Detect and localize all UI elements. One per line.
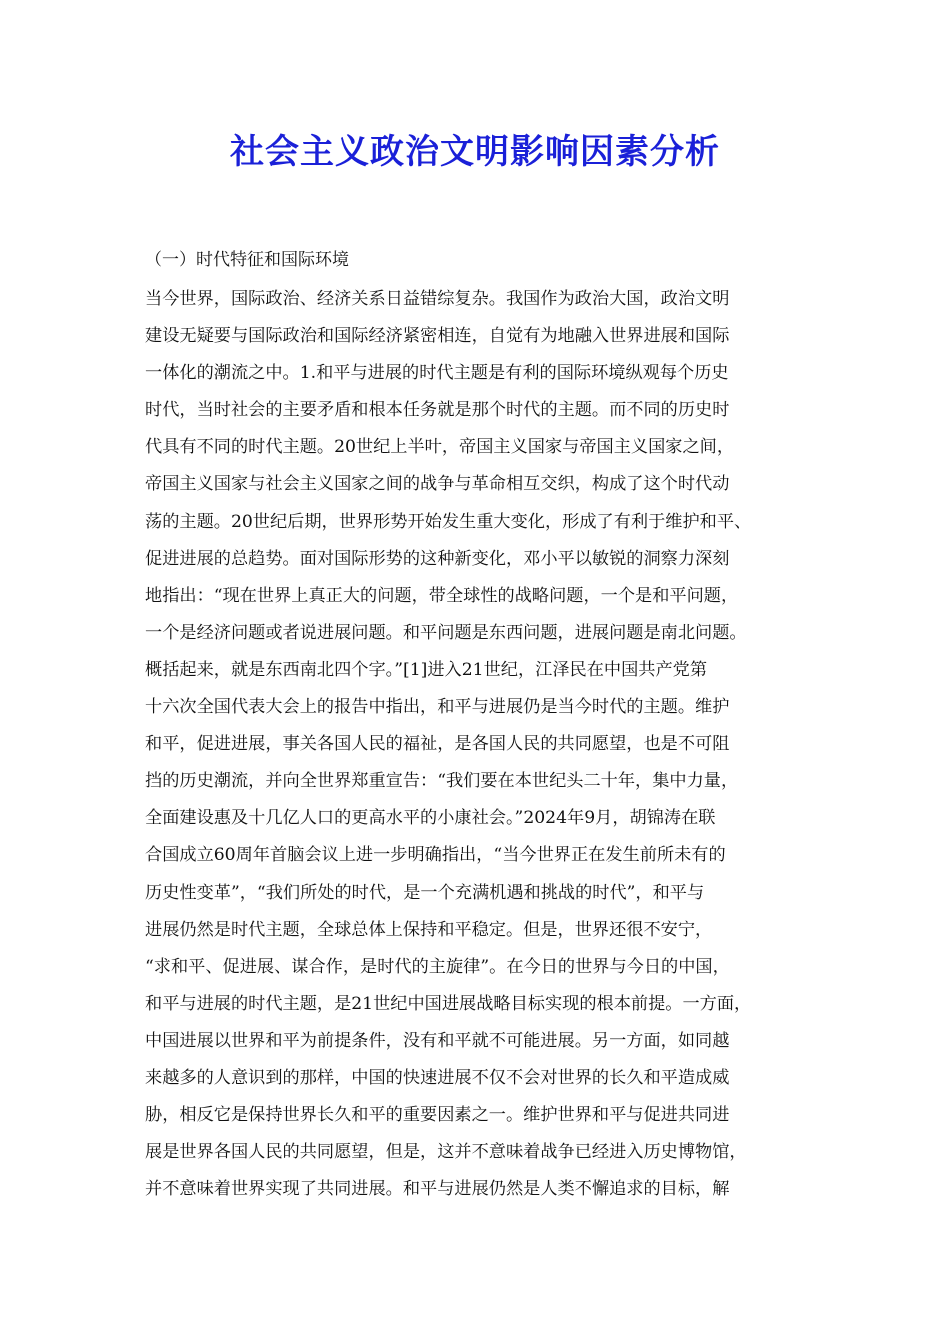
section-heading: （一）时代特征和国际环境 [145, 250, 349, 270]
body-paragraph [145, 281, 825, 1208]
text-line: 当今世界，国际政治、经济关系日益错综复杂。我国作为政治大国，政治文明 [145, 289, 730, 309]
text-line: 促进进展的总趋势。面对国际形势的这种新变化，邓小平以敏锐的洞察力深刻 [145, 548, 730, 569]
text-line: 胁，相反它是保持世界长久和平的重要因素之一。维护世界和平与促进共同进 [145, 1105, 730, 1126]
text-line: 概括起来，就是东西南北四个字。”[1]进入21世纪，江泽民在中国共产党第 [145, 659, 708, 680]
text-line: 建设无疑要与国际政治和国际经济紧密相连，自觉有为地融入世界进展和国际 [145, 326, 730, 347]
text-line: 一个是经济问题或者说进展问题。和平问题是东西问题，进展问题是南北问题。 [145, 622, 747, 643]
text-line: “求和平、促进展、谋合作，是时代的主旋律”。在今日的世界与今日的中国， [145, 956, 730, 977]
text-line: 代具有不同的时代主题。20世纪上半叶，帝国主义国家与帝国主义国家之间， [145, 437, 735, 458]
text-line: 全面建设惠及十几亿人口的更高水平的小康社会。”2024年9月，胡锦涛在联 [145, 808, 716, 829]
text-line: 帝国主义国家与社会主义国家之间的战争与革命相互交织，构成了这个时代动 [145, 474, 730, 495]
text-line: 合国成立60周年首脑会议上进一步明确指出，“当今世界正在发生前所未有的 [145, 845, 726, 866]
text-line: 一体化的潮流之中。1.和平与进展的时代主题是有利的国际环境纵观每个历史 [145, 363, 729, 384]
text-line: 展是世界各国人民的共同愿望，但是，这并不意味着战争已经进入历史博物馆， [145, 1142, 747, 1163]
text-line: 进展仍然是时代主题，全球总体上保持和平稳定。但是，世界还很不安宁， [145, 919, 713, 940]
text-line: 并不意味着世界实现了共同进展。和平与进展仍然是人类不懈追求的目标，解 [145, 1179, 730, 1200]
text-line: 荡的主题。20世纪后期，世界形势开始发生重大变化，形成了有利于维护和平、 [145, 511, 752, 532]
document-title: 社会主义政治文明影响因素分析 [230, 132, 720, 172]
text-line: 地指出：“现在世界上真正大的问题，带全球性的战略问题，一个是和平问题， [145, 585, 739, 606]
text-line: 和平与进展的时代主题，是21世纪中国进展战略目标实现的根本前提。一方面， [145, 993, 752, 1014]
text-line: 中国进展以世界和平为前提条件，没有和平就不可能进展。另一方面，如同越 [145, 1030, 730, 1051]
text-line: 时代，当时社会的主要矛盾和根本任务就是那个时代的主题。而不同的历史时 [145, 400, 730, 421]
text-line: 十六次全国代表大会上的报告中指出，和平与进展仍是当今时代的主题。维护 [145, 697, 730, 718]
text-line: 挡的历史潮流，并向全世界郑重宣告：“我们要在本世纪头二十年，集中力量， [145, 771, 739, 792]
text-line: 和平，促进进展，事关各国人民的福祉，是各国人民的共同愿望，也是不可阻 [145, 734, 730, 755]
text-line: 来越多的人意识到的那样，中国的快速进展不仅不会对世界的长久和平造成威 [145, 1067, 730, 1088]
text-line: 历史性变革”，“我们所处的时代，是一个充满机遇和挑战的时代”，和平与 [145, 882, 705, 903]
